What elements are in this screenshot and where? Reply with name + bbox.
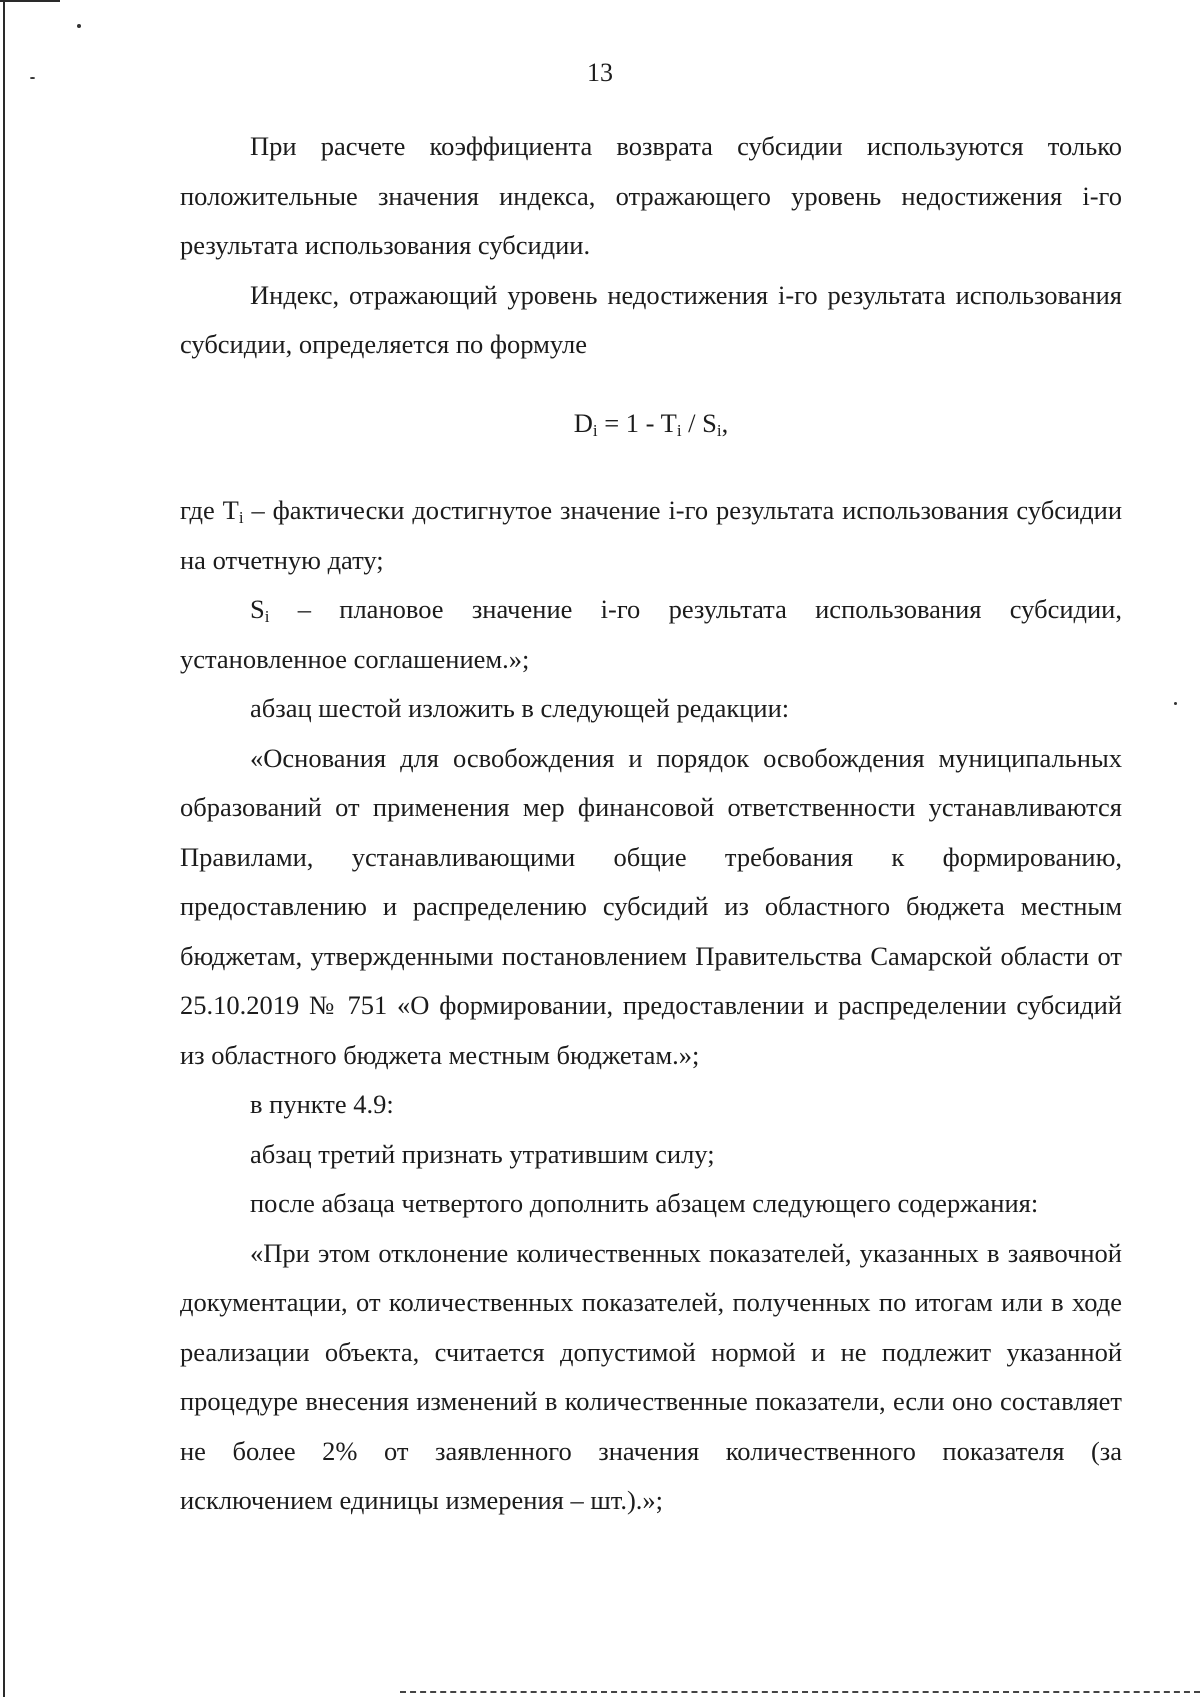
paragraph: после абзаца четвертого дополнить абзацем следующего содержания: bbox=[250, 1188, 1039, 1218]
bottom-rule bbox=[400, 1691, 1200, 1693]
formula-slash: / bbox=[681, 407, 703, 438]
scan-edge-left bbox=[3, 0, 5, 1697]
formula-s: S bbox=[702, 407, 717, 438]
formula-sub: i bbox=[676, 420, 682, 440]
paragraph: «При этом отклонение количественных показателей, указанных в заявочной документации, от количественных показателей, полученных по итогам или в ходе реализации объекта, считается допустимой нормой и не подлежит указанной процедуре внесения изменений в количественные показатели, если оно составляет не более 2% от заявленного значения количественного показателя (за исключением единицы измерения – шт.).»; bbox=[180, 1237, 1122, 1515]
scan-speck bbox=[1174, 702, 1177, 705]
definition-s bbox=[180, 585, 1122, 684]
definition-sub: i bbox=[238, 508, 244, 527]
definition-t bbox=[180, 486, 1122, 585]
formula bbox=[180, 399, 1122, 449]
paragraph: «Основания для освобождения и порядок освобождения муниципальных образований от применения мер финансовой ответственности устанавливаются Правилами, устанавливающими общие требования к формированию, предоставлению и распределению субсидий из областного бюджета местным бюджетам, утвержденными постановлением Правительства Самарской области от 25.10.2019 № 751 «О формировании, предоставлении и распределении субсидий из областного бюджета местным бюджетам.»; bbox=[180, 742, 1122, 1070]
formula-d: D bbox=[573, 407, 593, 438]
definition-t-text: – фактически достигнутое значение i-го результата использования субсидии на отчетную дату; bbox=[180, 495, 1122, 575]
page-number: 13 bbox=[587, 58, 613, 87]
definition-s-symbol: S bbox=[250, 594, 265, 624]
paragraph: абзац третий признать утратившим силу; bbox=[250, 1138, 715, 1169]
formula-eq: = 1 - bbox=[597, 407, 661, 438]
formula-sub: i bbox=[716, 420, 722, 440]
definition-sub: i bbox=[264, 607, 270, 626]
paragraph: Индекс, отражающий уровень недостижения i-го результата использования субсидии, определяется по формуле bbox=[180, 279, 1122, 359]
scan-edge-top bbox=[0, 0, 60, 2]
definition-s-text: – плановое значение i-го результата использования субсидии, установленное соглашением.»; bbox=[180, 594, 1122, 674]
scan-speck bbox=[77, 24, 81, 28]
paragraph: в пункте 4.9: bbox=[250, 1089, 394, 1119]
formula-t: T bbox=[660, 407, 677, 438]
paragraph: При расчете коэффициента возврата субсидии используются только положительные значения индекса, отражающего уровень недостижения i-го результата использования субсидии. bbox=[180, 131, 1122, 260]
formula-sub: i bbox=[592, 420, 598, 440]
definition-where: где T bbox=[180, 495, 239, 525]
document-body bbox=[180, 122, 1122, 1526]
paragraph: абзац шестой изложить в следующей редакции: bbox=[250, 693, 790, 723]
formula-end: , bbox=[721, 407, 729, 438]
